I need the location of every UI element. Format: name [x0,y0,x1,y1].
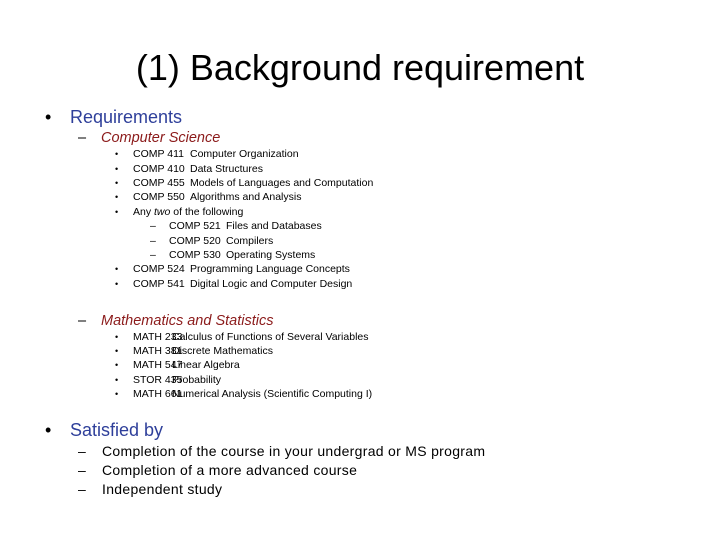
course-name: Data Structures [190,163,263,175]
dash-icon: – [78,130,87,146]
course-code: MATH 661 [133,388,183,400]
math-label: Mathematics and Statistics [101,313,274,329]
bullet-icon: • [115,279,119,289]
bullet-icon: • [115,332,119,342]
course-name: Compilers [226,235,274,247]
bullet-icon: • [115,207,119,217]
course-name: Algorithms and Analysis [190,191,302,203]
course-name: Digital Logic and Computer Design [190,278,353,290]
requirements-label: Requirements [70,107,183,127]
course-name: Discrete Mathematics [172,345,273,357]
bullet-icon: • [115,164,119,174]
course-name: Calculus of Functions of Several Variables [172,331,369,343]
dash-icon: – [78,481,87,497]
course-name: Operating Systems [226,249,316,261]
dash-icon: – [78,313,87,329]
slide-title: (1) Background requirement [135,47,585,88]
dash-icon: – [150,220,156,232]
course-code: MATH 233 [133,331,183,343]
course-code: STOR 435 [133,374,183,386]
course-name: Files and Databases [226,220,322,232]
course-name: Computer Organization [190,148,299,160]
course-code: MATH 547 [133,359,183,371]
bullet-icon: • [115,149,119,159]
course-code: COMP 521 [169,220,221,232]
satisfied-item: Completion of a more advanced course [102,462,358,478]
bullet-icon: • [115,389,119,399]
course-name: Models of Languages and Computation [190,177,374,189]
bullet-icon: • [115,192,119,202]
course-code: COMP 455 [133,177,185,189]
course-code: COMP 524 [133,263,185,275]
course-code: COMP 530 [169,249,221,261]
course-code: COMP 520 [169,235,221,247]
satisfied-item: Completion of the course in your undergrad or MS program [102,443,486,459]
bullet-icon: • [45,420,52,440]
course-code: COMP 541 [133,278,185,290]
cs-label: Computer Science [101,130,221,146]
course-code: COMP 411 [133,148,184,160]
dash-icon: – [78,462,87,478]
dash-icon: – [78,443,87,459]
bullet-icon: • [115,346,119,356]
satisfied-item: Independent study [102,481,223,497]
bullet-icon: • [115,360,119,370]
satisfied-label: Satisfied by [70,420,164,440]
any-two-text: Any two of the following [133,206,244,218]
bullet-icon: • [45,107,52,127]
bullet-icon: • [115,264,119,274]
course-name: Numerical Analysis (Scientific Computing I) [172,388,373,400]
course-name: Linear Algebra [172,359,240,371]
course-code: COMP 410 [133,163,185,175]
course-name: Probability [172,374,222,386]
course-code: COMP 550 [133,191,185,203]
course-name: Programming Language Concepts [190,263,350,275]
bullet-icon: • [115,375,119,385]
course-code: MATH 381 [133,345,183,357]
dash-icon: – [150,235,156,247]
dash-icon: – [150,249,156,261]
bullet-icon: • [115,178,119,188]
